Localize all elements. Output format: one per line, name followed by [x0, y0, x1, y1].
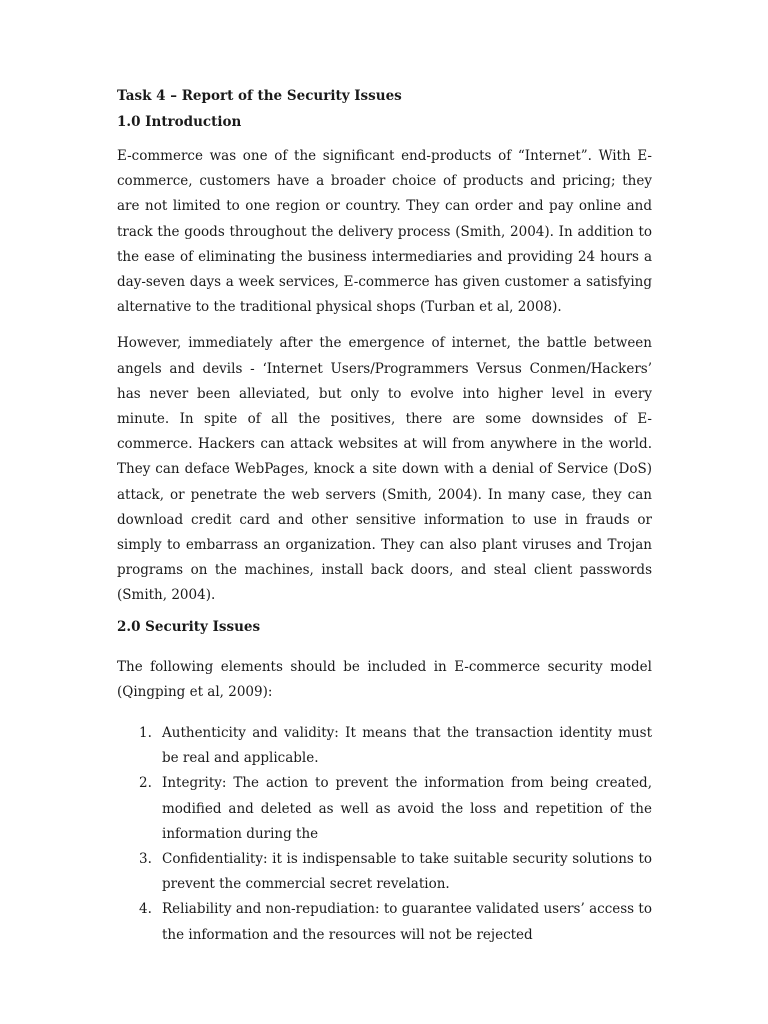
list-item — [117, 771, 652, 847]
list-item-number: 1. — [139, 725, 152, 742]
security-elements-list — [117, 721, 652, 948]
list-item-text: Reliability and non-repudiation: to guarantee validated users’ access to the information and the resources will not be rejected — [162, 901, 652, 943]
list-item — [117, 897, 652, 947]
section-heading-security-issues: 2.0 Security Issues — [117, 618, 261, 635]
list-item-text: Authenticity and validity: It means that the transaction identity must be real and applicable. — [162, 725, 652, 767]
intro-paragraph-1: E-commerce was one of the significant end-products of “Internet”. With E-commerce, customers have a broader choice of products and pricing; they are not limited to one region or country. They can order and pay online and track the goods throughout the delivery process (Smith, 2004). In addition to the ease of eliminating the business intermediaries and providing 24 hours a day-seven days a week services, E-commerce has given customer a satisfying alternative to the traditional physical shops (Turban et al, 2008). — [117, 148, 652, 316]
list-item — [117, 847, 652, 897]
list-item-number: 2. — [139, 775, 152, 792]
intro-paragraph-2: However, immediately after the emergence of internet, the battle between angels and devils - ‘Internet Users/Programmers Versus Conmen/Hackers’ has never been alleviated, but only to evolve into higher level in every minute. In spite of all the positives, there are some downsides of E-commerce. Hackers can attack websites at will from anywhere in the world. They can deface WebPages, knock a site down with a denial of Service (DoS) attack, or penetrate the web servers (Smith, 2004). In many case, they can download credit card and other sensitive information to use in frauds or simply to embarrass an organization. They can also plant viruses and Trojan programs on the machines, install back doors, and steal client passwords (Smith, 2004). — [117, 335, 652, 604]
section-heading-introduction: 1.0 Introduction — [117, 114, 242, 130]
list-item-number: 4. — [139, 901, 152, 918]
list-item-number: 3. — [139, 851, 152, 868]
security-paragraph-1: The following elements should be included in E-commerce security model (Qingping et al, 2009): — [117, 658, 652, 700]
document-page — [117, 86, 652, 948]
list-item-text: Confidentiality: it is indispensable to take suitable security solutions to prevent the commercial secret revelation. — [162, 851, 652, 893]
list-item — [117, 721, 652, 771]
list-item-text: Integrity: The action to prevent the information from being created, modified and deleted as well as avoid the loss and repetition of the information during the — [162, 775, 652, 842]
document-title: Task 4 – Report of the Security Issues — [117, 88, 402, 104]
